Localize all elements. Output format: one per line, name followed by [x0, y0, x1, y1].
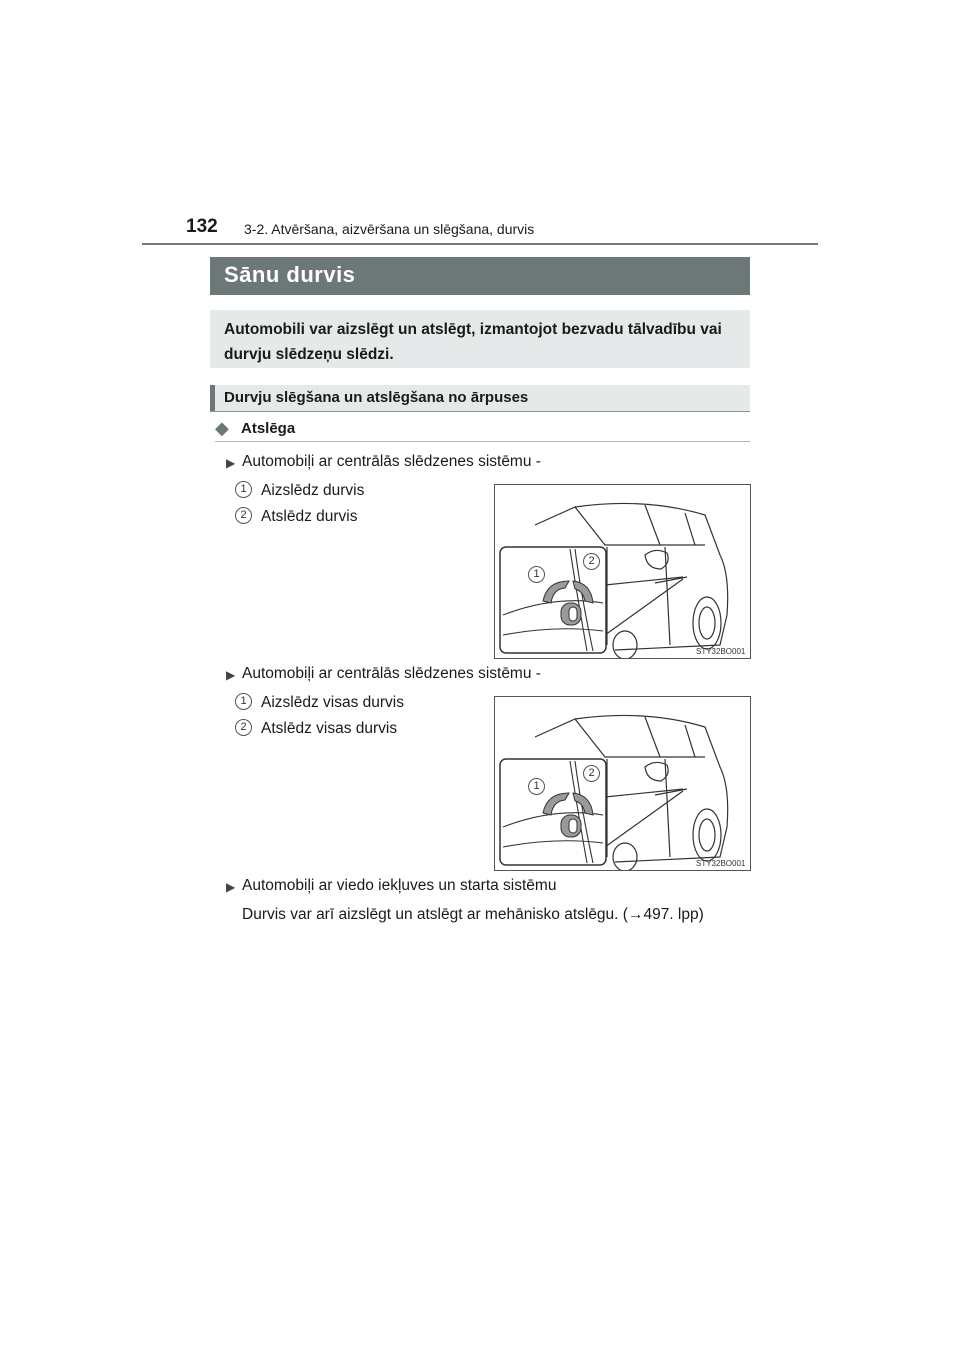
- section-title: Sānu durvis: [224, 262, 356, 287]
- item-text: Aizslēdz durvis: [261, 482, 365, 499]
- callout-number: 1: [528, 778, 545, 795]
- subsection-title: Durvju slēgšana un atslēgšana no ārpuses: [224, 389, 529, 406]
- item-text: Aizslēdz visas durvis: [261, 694, 404, 711]
- item-number: 2: [235, 719, 252, 736]
- figure-code: STY32BO001: [696, 859, 746, 868]
- bullet-text: Automobiļi ar centrālās slēdzenes sistēmu -: [242, 665, 541, 682]
- topic-title: Atslēga: [241, 420, 296, 437]
- triangle-bullet-icon: ▶: [226, 456, 236, 470]
- callout-number: 1: [528, 566, 545, 583]
- callout-number: 2: [583, 553, 600, 570]
- subsection-accent: [210, 385, 215, 412]
- body-text: Durvis var arī aizslēgt un atslēgt ar mehānisko atslēgu. (→497. lpp): [242, 906, 704, 923]
- figure-code: STY32BO001: [696, 647, 746, 656]
- diamond-icon: ◆: [215, 418, 229, 438]
- callout-number: 2: [583, 765, 600, 782]
- topic-underline: [215, 441, 750, 442]
- item-number: 1: [235, 481, 252, 498]
- intro-text: Automobili var aizslēgt un atslēgt, izmantojot bezvadu tālvadību vai durvju slēdzeņu slēdzi.: [224, 321, 722, 363]
- triangle-bullet-icon: ▶: [226, 880, 236, 894]
- triangle-bullet-icon: ▶: [226, 668, 236, 682]
- bullet-text: Automobiļi ar centrālās slēdzenes sistēmu -: [242, 453, 541, 470]
- item-number: 2: [235, 507, 252, 524]
- item-text: Atslēdz durvis: [261, 508, 358, 525]
- chapter-title: 3-2. Atvēršana, aizvēršana un slēgšana, durvis: [244, 221, 535, 237]
- item-text: Atslēdz visas durvis: [261, 720, 398, 737]
- header-divider: [142, 243, 818, 245]
- item-number: 1: [235, 693, 252, 710]
- page-number: 132: [186, 216, 218, 237]
- subsection-underline: [210, 411, 750, 412]
- bullet-text: Automobiļi ar viedo iekļuves un starta sistēmu: [242, 877, 557, 894]
